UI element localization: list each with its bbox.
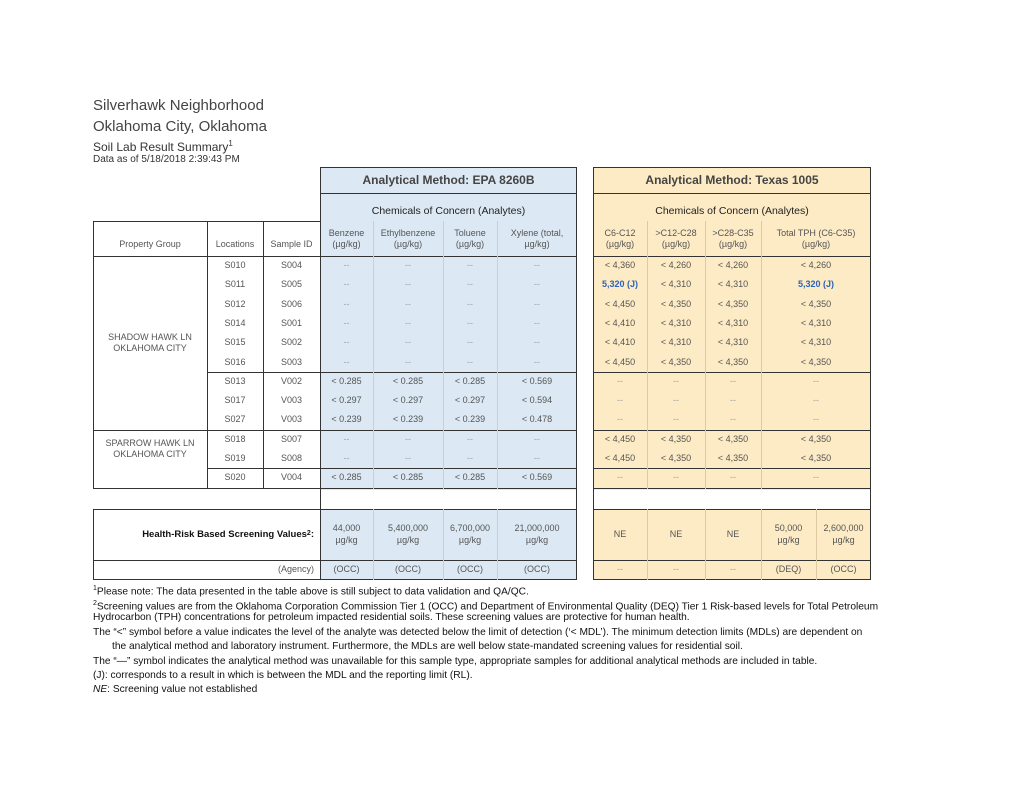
column-header-xylene: Xylene (total, µg/kg): [510, 227, 564, 249]
table-rule: [593, 579, 871, 580]
value-cell: --: [617, 472, 623, 483]
value-cell: --: [467, 337, 473, 348]
table-rule: [647, 509, 648, 580]
location-cell: S019: [224, 453, 246, 464]
column-header-sample-id: Sample ID: [270, 238, 313, 249]
group-label-shadow-hawk: SHADOW HAWK LN OKLAHOMA CITY: [108, 331, 192, 353]
value-cell: --: [813, 395, 819, 406]
value-cell: < 0.297: [331, 395, 362, 406]
value-cell: < 0.569: [521, 472, 553, 483]
value-cell: --: [730, 414, 736, 425]
note-2: $^2$Screening values are from the Oklahoma Corporation Commission Tier 1 (OCC) and Department of Environmental Quality (DEQ) Tier 1 Risk-based levels for Total Petroleum: [93, 600, 879, 613]
screening-value: NE: [669, 528, 683, 539]
column-header-c12-c28: >C12-C28 (µg/kg): [655, 227, 697, 249]
value-cell: --: [534, 356, 540, 367]
value-cell: --: [343, 298, 350, 309]
agency-value: (OCC): [395, 564, 421, 575]
table-rule: [320, 193, 577, 194]
value-cell: < 0.569: [521, 375, 553, 386]
spacer-epa: [320, 490, 577, 509]
value-cell: --: [343, 337, 350, 348]
value-cell: < 0.285: [331, 375, 362, 386]
value-cell: --: [405, 298, 411, 309]
table-rule: [593, 430, 871, 431]
value-cell: < 4,350: [717, 298, 749, 309]
value-cell: --: [534, 279, 540, 290]
note-6: NE: Screening value not established: [93, 684, 258, 695]
screening-value: 44,000 µg/kg: [332, 523, 361, 545]
table-rule: [373, 509, 374, 580]
value-cell: --: [534, 433, 540, 444]
value-cell: --: [534, 317, 540, 328]
value-cell: < 4,350: [717, 453, 749, 464]
table-rule: [207, 372, 577, 373]
location-cell: S013: [224, 375, 246, 386]
value-cell: < 4,350: [660, 356, 692, 367]
value-cell: 5,320 (J): [797, 279, 835, 290]
value-cell: < 4,350: [800, 453, 832, 464]
table-rule: [870, 167, 871, 580]
value-cell: --: [343, 279, 350, 290]
agency-value: --: [673, 564, 679, 575]
value-cell: < 4,450: [604, 453, 636, 464]
table-rule: [761, 509, 762, 580]
table-rule: [593, 167, 594, 580]
table-rule: [93, 509, 577, 510]
sample-id-cell: V003: [280, 414, 303, 425]
sample-id-cell: S006: [280, 298, 303, 309]
value-cell: --: [617, 414, 623, 425]
table-rule: [93, 509, 94, 580]
table-rule: [443, 221, 444, 489]
location-cell: S016: [224, 356, 246, 367]
column-header-ethylbenzene: Ethylbenzene (µg/kg): [380, 227, 436, 249]
table-rule: [93, 560, 577, 561]
value-cell: --: [673, 472, 679, 483]
value-cell: < 4,350: [717, 433, 749, 444]
screening-value: NE: [726, 528, 740, 539]
table-rule: [93, 221, 94, 489]
sample-id-cell: S007: [280, 433, 303, 444]
value-cell: < 4,310: [660, 279, 692, 290]
value-cell: < 4,260: [717, 260, 749, 271]
method-header-texas: Analytical Method: Texas 1005: [645, 172, 819, 187]
location-cell: S018: [224, 433, 246, 444]
value-cell: --: [813, 472, 819, 483]
agency-label: (Agency): [277, 564, 314, 575]
method-header-epa: Analytical Method: EPA 8260B: [362, 172, 535, 187]
value-cell: --: [534, 337, 540, 348]
value-cell: --: [405, 337, 411, 348]
title-neighborhood: Silverhawk Neighborhood: [93, 97, 264, 114]
table-rule: [647, 221, 648, 489]
value-cell: < 4,310: [717, 317, 749, 328]
note-4: The “—” symbol indicates the analytical method was unavailable for this sample type, appropriate samples for additional analytical methods are included in table.: [93, 656, 818, 667]
note-2-cont: Hydrocarbon (TPH) concentrations for petroleum impacted residential soils. These screening values are protective for human health.: [93, 612, 690, 623]
column-header-total-tph: Total TPH (C6-C35) (µg/kg): [776, 227, 856, 249]
location-cell: S017: [224, 395, 246, 406]
value-cell: --: [534, 453, 540, 464]
table-rule: [593, 167, 871, 168]
table-rule: [207, 468, 577, 469]
value-cell: --: [343, 317, 350, 328]
sample-id-cell: S001: [280, 317, 303, 328]
value-cell: --: [343, 260, 350, 271]
value-cell: --: [730, 375, 736, 386]
value-cell: --: [673, 395, 679, 406]
sample-id-cell: S004: [280, 260, 303, 271]
table-rule: [207, 221, 208, 489]
table-rule: [593, 488, 871, 489]
column-header-benzene: Benzene (µg/kg): [328, 227, 365, 249]
column-header-c28-c35: >C28-C35 (µg/kg): [712, 227, 754, 249]
value-cell: --: [534, 260, 540, 271]
value-cell: --: [343, 433, 350, 444]
screening-value: NE: [613, 528, 627, 539]
value-cell: < 4,310: [717, 279, 749, 290]
title-city: Oklahoma City, Oklahoma: [93, 118, 267, 135]
table-rule: [816, 509, 817, 580]
sample-id-cell: S002: [280, 337, 303, 348]
table-rule: [320, 579, 577, 580]
value-cell: < 4,310: [717, 337, 749, 348]
table-rule: [497, 221, 498, 489]
table-rule: [593, 193, 871, 194]
value-cell: < 4,350: [660, 298, 692, 309]
agency-value: (OCC): [524, 564, 550, 575]
table-rule: [320, 167, 577, 168]
sample-id-cell: S008: [280, 453, 303, 464]
value-cell: < 4,350: [800, 356, 832, 367]
coc-header-epa: Chemicals of Concern (Analytes): [371, 205, 526, 218]
table-rule: [93, 256, 577, 257]
value-cell: --: [405, 453, 411, 464]
value-cell: --: [405, 279, 411, 290]
value-cell: --: [343, 356, 350, 367]
table-rule: [320, 509, 321, 580]
location-cell: S014: [224, 317, 246, 328]
note-3-cont: the analytical method and laboratory instrument. Furthermore, the MDLs are well below state-mandated screening values for residential soil.: [112, 641, 743, 652]
table-rule: [320, 488, 577, 489]
value-cell: < 4,450: [604, 433, 636, 444]
value-cell: --: [405, 356, 411, 367]
value-cell: < 4,350: [800, 298, 832, 309]
value-cell: < 4,450: [604, 298, 636, 309]
table-rule: [93, 579, 320, 580]
value-cell: < 4,310: [660, 337, 692, 348]
table-rule: [593, 468, 871, 469]
table-rule: [705, 221, 706, 489]
agency-value: --: [617, 564, 623, 575]
value-cell: < 4,350: [660, 453, 692, 464]
agency-value: --: [730, 564, 736, 575]
screening-label: Health-Risk Based Screening Values 2 :: [142, 528, 314, 540]
table-rule: [576, 167, 577, 580]
value-cell: --: [617, 395, 623, 406]
value-cell: < 4,350: [717, 356, 749, 367]
value-cell: --: [730, 395, 736, 406]
group-label-sparrow-hawk: SPARROW HAWK LN OKLAHOMA CITY: [105, 437, 195, 459]
value-cell: --: [813, 414, 819, 425]
value-cell: --: [813, 375, 819, 386]
screening-value: 21,000,000 µg/kg: [514, 523, 560, 545]
table-rule: [497, 509, 498, 580]
value-cell: < 0.285: [392, 472, 424, 483]
location-cell: S010: [224, 260, 246, 271]
location-cell: S027: [224, 414, 246, 425]
value-cell: < 4,260: [800, 260, 832, 271]
location-cell: S020: [224, 472, 246, 483]
value-cell: < 0.239: [392, 414, 424, 425]
value-cell: --: [617, 375, 623, 386]
value-cell: < 0.239: [454, 414, 486, 425]
value-cell: --: [673, 375, 679, 386]
agency-value: (OCC): [457, 564, 483, 575]
value-cell: --: [467, 279, 473, 290]
table-rule: [93, 430, 577, 431]
sample-id-cell: S003: [280, 356, 303, 367]
table-rule: [263, 221, 264, 489]
screening-value: 2,600,000 µg/kg: [823, 523, 864, 545]
note-5: (J): corresponds to a result in which is between the MDL and the reporting limit (RL).: [93, 670, 473, 681]
value-cell: < 4,310: [800, 317, 832, 328]
value-cell: < 0.297: [392, 395, 424, 406]
screening-value: 6,700,000 µg/kg: [449, 523, 491, 545]
sample-id-cell: V002: [280, 375, 303, 386]
data-date: Data as of 5/18/2018 2:39:43 PM: [93, 154, 240, 165]
table-rule: [593, 509, 871, 510]
value-cell: --: [467, 260, 473, 271]
coc-header-texas: Chemicals of Concern (Analytes): [655, 205, 809, 218]
value-cell: < 0.285: [454, 472, 486, 483]
spacer-texas: [593, 490, 871, 509]
value-cell: < 4,410: [604, 337, 636, 348]
value-cell: --: [467, 298, 473, 309]
value-cell: --: [405, 317, 411, 328]
value-cell: < 0.285: [331, 472, 362, 483]
value-cell: < 0.594: [521, 395, 553, 406]
value-cell: < 4,360: [604, 260, 636, 271]
table-rule: [443, 509, 444, 580]
column-header-toluene: Toluene (µg/kg): [454, 227, 486, 249]
table-rule: [593, 560, 871, 561]
location-cell: S015: [224, 337, 246, 348]
value-cell: < 4,350: [800, 433, 832, 444]
table-rule: [593, 372, 871, 373]
value-cell: < 4,310: [800, 337, 832, 348]
value-cell: < 4,450: [604, 356, 636, 367]
value-cell: --: [467, 356, 473, 367]
value-cell: < 4,260: [660, 260, 692, 271]
note-1: $^1$Please note: The data presented in the table above is still subject to data validation and QA/QC.: [93, 585, 529, 598]
sample-id-cell: V004: [280, 472, 303, 483]
sample-id-cell: S005: [280, 279, 303, 290]
agency-value: (OCC): [830, 564, 857, 575]
value-cell: --: [534, 298, 540, 309]
agency-value: (OCC): [333, 564, 360, 575]
value-cell: --: [405, 260, 411, 271]
table-rule: [320, 221, 321, 489]
value-cell: < 0.297: [454, 395, 486, 406]
sample-id-cell: V003: [280, 395, 303, 406]
value-cell: --: [467, 317, 473, 328]
table-rule: [705, 509, 706, 580]
table-rule: [761, 221, 762, 489]
location-cell: S011: [224, 279, 246, 290]
value-cell: < 4,310: [660, 317, 692, 328]
column-header-locations: Locations: [215, 238, 255, 249]
screening-value: 5,400,000 µg/kg: [387, 523, 429, 545]
title-summary: Soil Lab Result Summary$^1$: [93, 139, 233, 154]
column-header-property-group: Property Group: [119, 238, 181, 249]
value-cell: < 4,410: [604, 317, 636, 328]
value-cell: 5,320 (J): [601, 279, 639, 290]
value-cell: < 0.478: [521, 414, 553, 425]
note-3: The “<” symbol before a value indicates the level of the analyte was detected below the limit of detection (‘< MDL’). The minimum detection limits (MDLs) are dependent on: [93, 627, 863, 638]
agency-value: (DEQ): [775, 564, 802, 575]
value-cell: < 0.285: [454, 375, 486, 386]
value-cell: < 0.239: [331, 414, 362, 425]
location-cell: S012: [224, 298, 246, 309]
value-cell: --: [343, 453, 350, 464]
value-cell: --: [730, 472, 736, 483]
value-cell: < 4,350: [660, 433, 692, 444]
table-rule: [373, 221, 374, 489]
table-rule: [593, 256, 871, 257]
value-cell: --: [405, 433, 411, 444]
value-cell: --: [673, 414, 679, 425]
value-cell: --: [467, 453, 473, 464]
screening-value: 50,000 µg/kg: [774, 523, 803, 545]
value-cell: --: [467, 433, 473, 444]
value-cell: < 0.285: [392, 375, 424, 386]
column-header-c6-c12: C6-C12 (µg/kg): [604, 227, 636, 249]
